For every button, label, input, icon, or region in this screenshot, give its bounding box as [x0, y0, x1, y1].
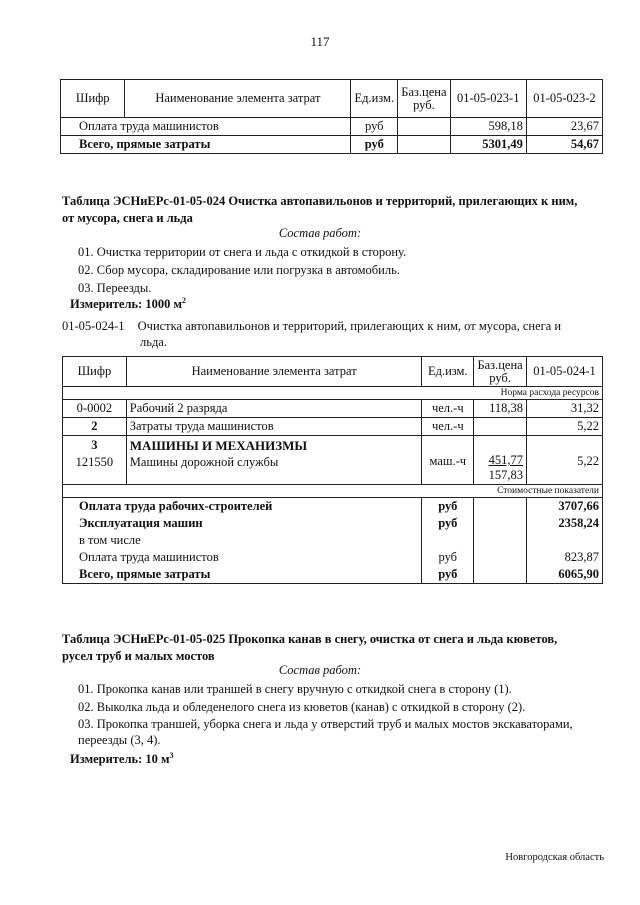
row-name: Затраты труда машинистов [126, 418, 422, 436]
col-v1: 01-05-023-1 [450, 80, 526, 118]
machines-group-code: 3 [91, 438, 98, 452]
cost-base [474, 549, 527, 566]
cost-label-row [63, 485, 603, 498]
footer-region: Новгородская область [505, 852, 604, 863]
cost-name: Эксплуатация машин [63, 515, 422, 532]
machine-code: 121550 [75, 455, 114, 469]
machine-name: Машины дорожной службы [129, 455, 279, 469]
machines-codes [63, 436, 127, 485]
table-01-05-023 [60, 79, 603, 154]
cost-value: 6065,90 [527, 566, 603, 584]
work-item: 03. Прокопка траншей, уборка снега и льда у отверстий труб и малых мостов экскаваторами, [78, 717, 573, 731]
row-name: Всего, прямые затраты [61, 136, 351, 154]
row-v1: 598,18 [450, 118, 526, 136]
machine-base [474, 436, 527, 485]
cost-name: Оплата труда рабочих-строителей [63, 498, 422, 516]
col-v2: 01-05-023-2 [526, 80, 602, 118]
col-name: Наименование элемента затрат [125, 80, 351, 118]
works-heading: Состав работ: [278, 226, 362, 240]
section-025-title-line2: русел труб и малых мостов [62, 649, 215, 663]
col-name: Наименование элемента затрат [126, 357, 422, 387]
work-item: 03. Переезды. [78, 281, 152, 295]
cost-unit: руб [422, 549, 474, 566]
section-024-title [62, 193, 607, 227]
machines-row [63, 436, 603, 485]
row-v2: 23,67 [526, 118, 602, 136]
col-unit: Ед.изм. [351, 80, 398, 118]
cost-name: Оплата труда машинистов [63, 549, 422, 566]
row-v2: 54,67 [526, 136, 602, 154]
cost-unit: руб [422, 566, 474, 584]
works-heading: Состав работ: [278, 663, 362, 677]
cost-base [474, 498, 527, 516]
item-description [62, 318, 607, 350]
row-name: Рабочий 2 разряда [126, 400, 422, 418]
cost-name: Всего, прямые затраты [63, 566, 422, 584]
norm-label-row [63, 387, 603, 400]
cost-value [527, 532, 603, 549]
section-025-title-line1: Таблица ЭСНиЕРс-01-05-025 Прокопка канав в снегу, очистка от снега и льда кюветов, [62, 632, 558, 646]
machine-unit: маш.-ч [422, 436, 474, 485]
machine-v: 5,22 [527, 436, 603, 485]
section-025-title [62, 631, 607, 665]
table-row [61, 136, 603, 154]
row-base [398, 136, 450, 154]
cost-value: 3707,66 [527, 498, 603, 516]
cost-row [63, 515, 603, 532]
page-number: 117 [310, 34, 330, 49]
row-unit: руб [351, 118, 398, 136]
col-base-price: Баз.цена руб. [398, 80, 450, 118]
work-item: переезды (3, 4). [78, 733, 161, 747]
cost-unit [422, 532, 474, 549]
cost-label: Стоимостные показатели [63, 485, 603, 498]
row-v1: 5301,49 [450, 136, 526, 154]
row-v: 31,32 [527, 400, 603, 418]
row-base [474, 418, 527, 436]
row-unit: чел.-ч [422, 400, 474, 418]
col-base-price: Баз.цена руб. [474, 357, 527, 387]
norm-label: Норма расхода ресурсов [63, 387, 603, 400]
table-header [63, 357, 603, 387]
measure-unit: Измеритель: 1000 $м^2$ [70, 296, 187, 312]
row-code: 2 [63, 418, 127, 436]
cost-value: 2358,24 [527, 515, 603, 532]
works-list [78, 680, 608, 748]
row-unit: руб [351, 136, 398, 154]
cost-row [63, 532, 603, 549]
cost-row [63, 566, 603, 584]
work-item: 02. Сбор мусора, складирование или погрузка в автомобиль. [78, 263, 400, 277]
cost-row [63, 549, 603, 566]
cost-base [474, 515, 527, 532]
work-item: 02. Выколка льда и обледенелого снега из кюветов (канав) с откидкой в сторону (2). [78, 700, 526, 714]
cost-base [474, 532, 527, 549]
cost-value: 823,87 [527, 549, 603, 566]
cost-name: в том числе [63, 532, 422, 549]
measure-unit: Измеритель: 10 $м^3$ [70, 751, 174, 767]
item-code: 01-05-024-1 [62, 319, 125, 333]
table-row [61, 118, 603, 136]
machines-group-title: МАШИНЫ И МЕХАНИЗМЫ [129, 438, 308, 453]
row-base [398, 118, 450, 136]
machine-base-price-2: 157,83 [488, 468, 524, 482]
col-code: Шифр [61, 80, 125, 118]
works-list [78, 243, 598, 297]
row-unit: чел.-ч [422, 418, 474, 436]
work-item: 01. Прокопка канав или траншей в снегу вручную с откидкой снега в сторону (1). [78, 682, 512, 696]
machines-names [126, 436, 422, 485]
cost-unit: руб [422, 515, 474, 532]
work-item: 01. Очистка территории от снега и льда с откидкой в сторону. [78, 245, 407, 259]
table-row [63, 400, 603, 418]
table-header [61, 80, 603, 118]
table-row [63, 418, 603, 436]
col-code: Шифр [63, 357, 127, 387]
item-text-line2: льда. [140, 335, 167, 349]
cost-base [474, 566, 527, 584]
cost-row [63, 498, 603, 516]
cost-unit: руб [422, 498, 474, 516]
row-base: 118,38 [474, 400, 527, 418]
table-01-05-024 [62, 356, 603, 584]
row-name: Оплата труда машинистов [61, 118, 351, 136]
col-v: 01-05-024-1 [527, 357, 603, 387]
item-text-line1: Очистка автопавильонов и территорий, прилегающих к ним, от мусора, снега и [137, 319, 562, 333]
row-v: 5,22 [527, 418, 603, 436]
col-unit: Ед.изм. [422, 357, 474, 387]
machine-base-price-1: 451,77 [488, 453, 524, 467]
section-024-title-line1: Таблица ЭСНиЕРс-01-05-024 Очистка автопавильонов и территорий, прилегающих к ним, [62, 194, 578, 208]
section-024-title-line2: от мусора, снега и льда [62, 211, 193, 225]
row-code: 0-0002 [63, 400, 127, 418]
